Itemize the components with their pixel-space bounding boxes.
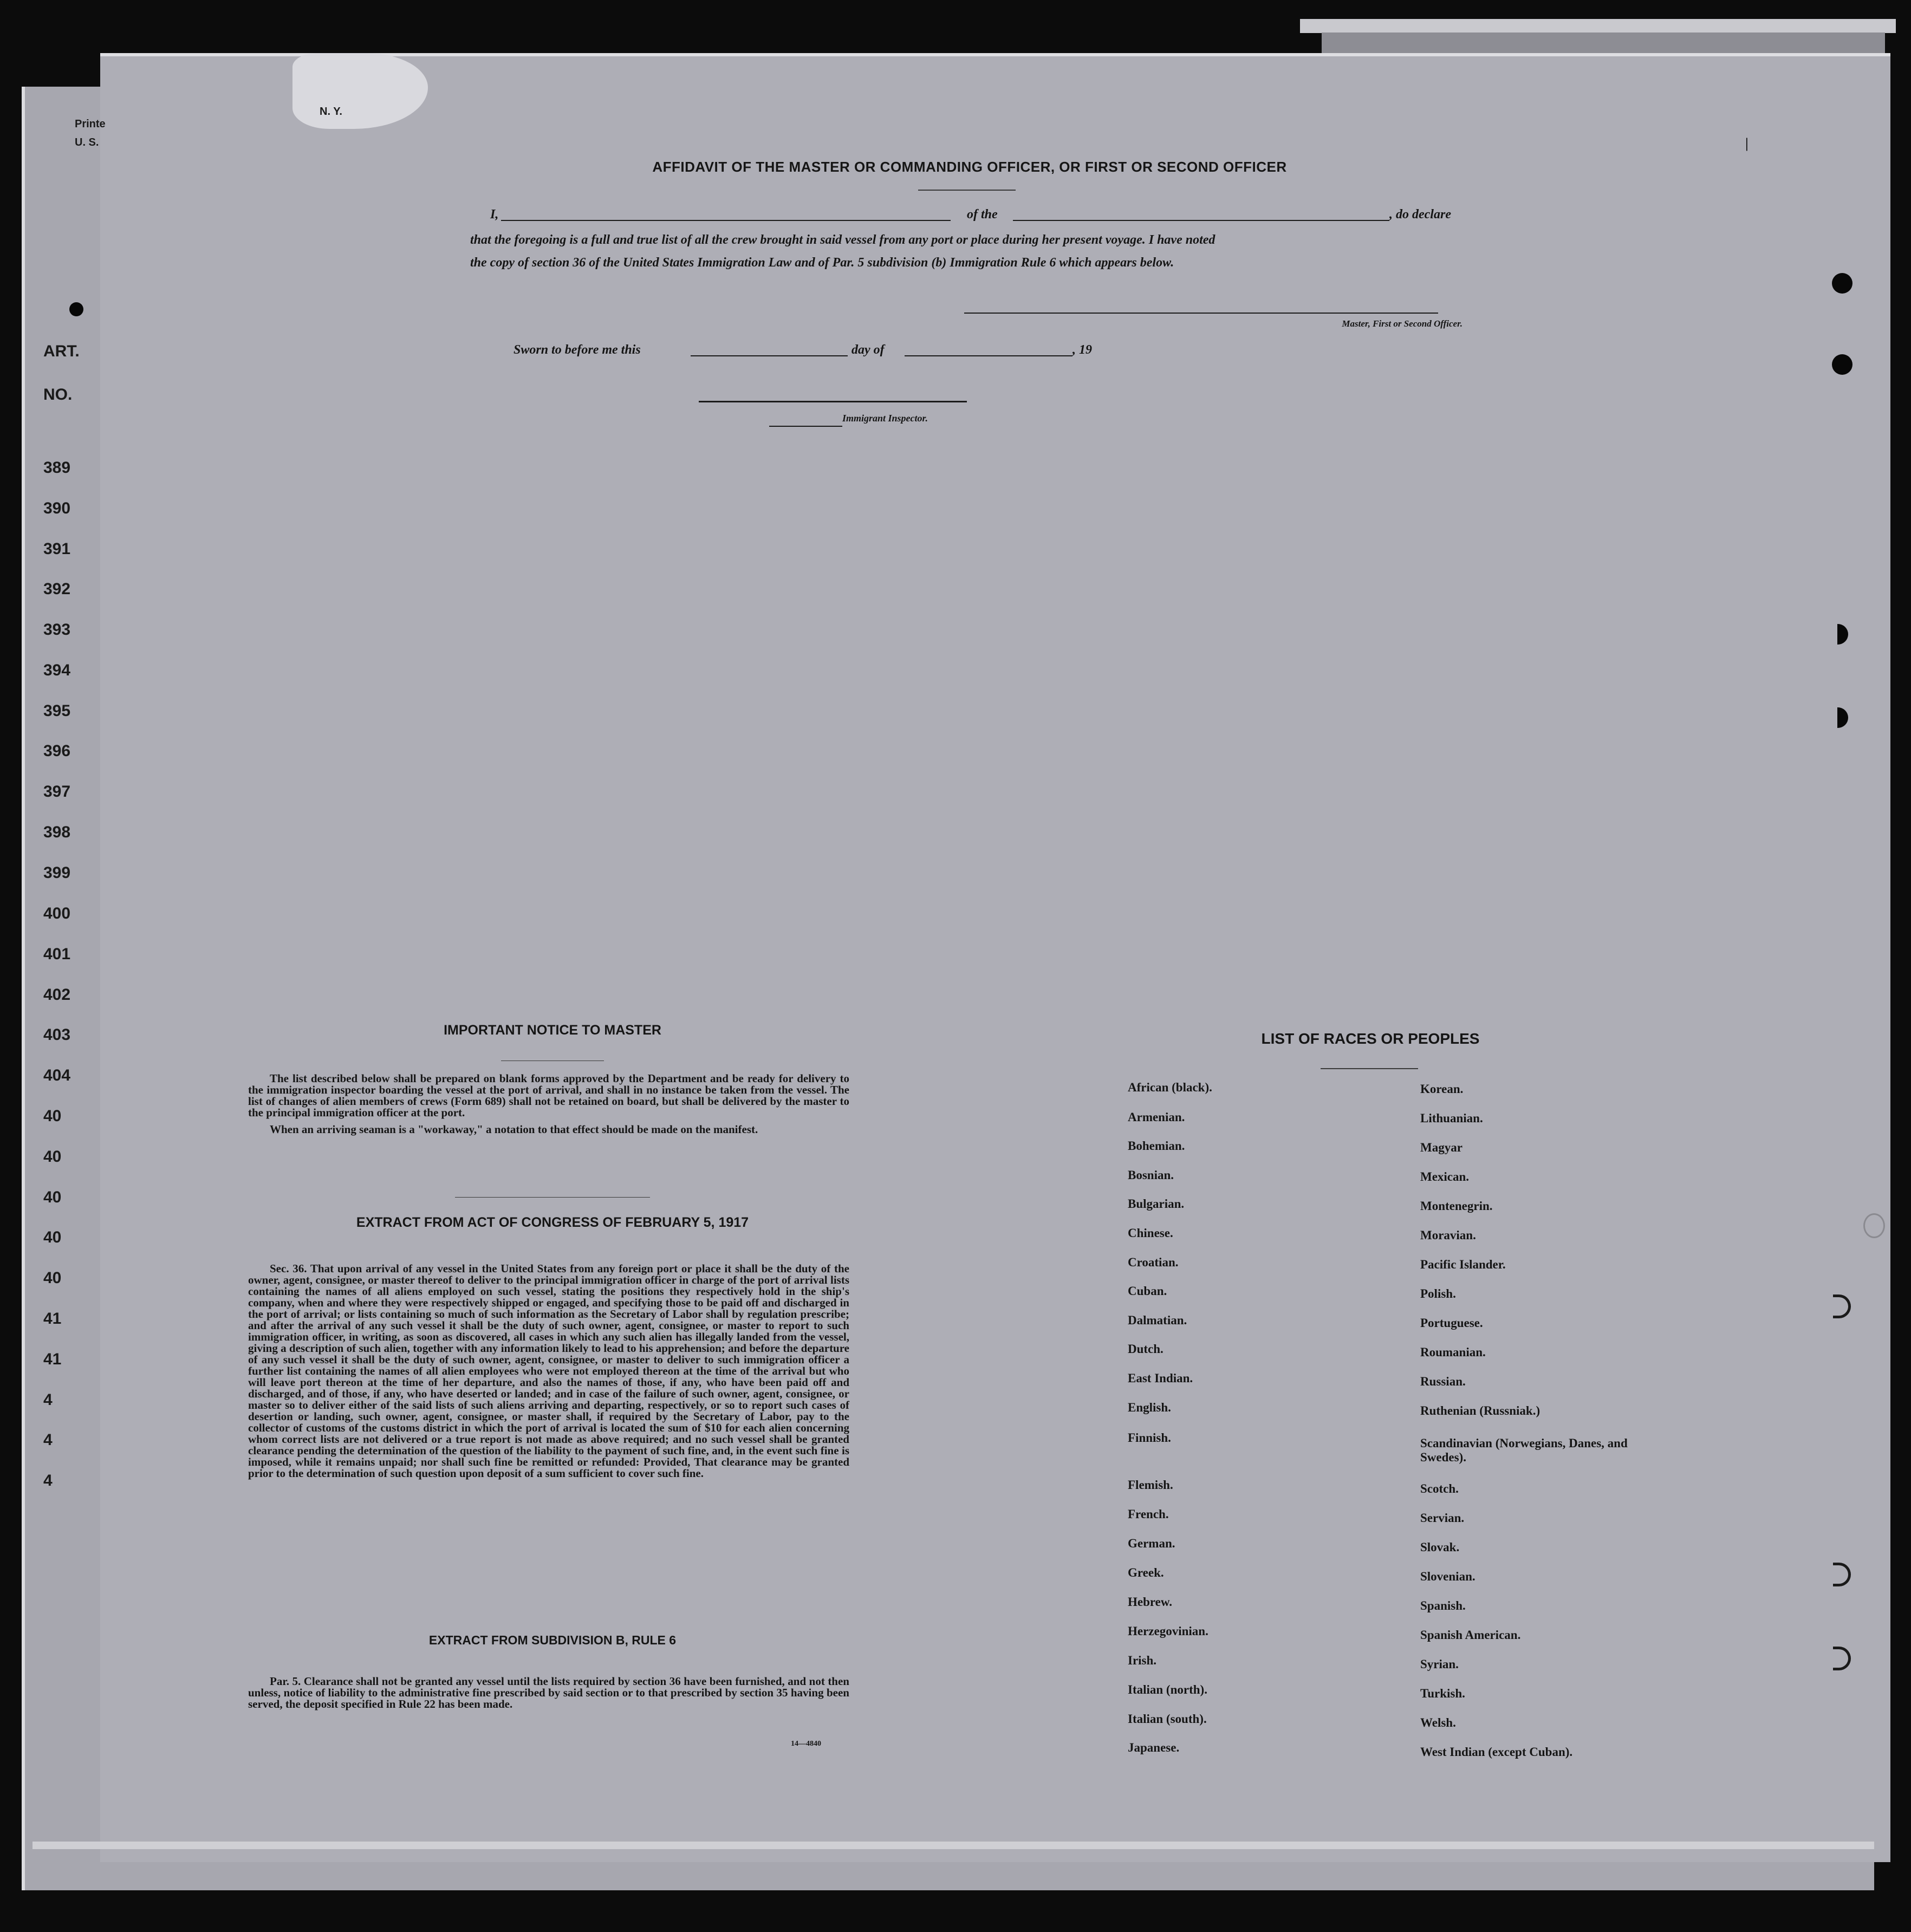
name-blank[interactable] — [501, 220, 951, 221]
signature-line[interactable] — [964, 313, 1438, 314]
line-number: 4 — [43, 1431, 53, 1449]
race-entry: Pacific Islander. — [1420, 1258, 1506, 1271]
rule-extract-text — [248, 1676, 849, 1710]
sworn-day-blank[interactable] — [691, 355, 848, 356]
line-number: 400 — [43, 905, 71, 922]
affidavit-do-declare: , do declare — [1389, 207, 1451, 222]
line-number: 393 — [43, 621, 71, 639]
inspector-signature-line[interactable] — [699, 401, 967, 402]
race-entry: Korean. — [1420, 1082, 1464, 1096]
line-number: 389 — [43, 459, 71, 477]
sworn-label: Sworn to before me this — [514, 343, 641, 357]
race-entry: Mexican. — [1420, 1170, 1470, 1183]
line-number: 40 — [43, 1107, 62, 1125]
race-entry: Slovenian. — [1420, 1570, 1476, 1583]
line-number: 395 — [43, 702, 71, 720]
no-label: NO. — [43, 386, 73, 404]
race-entry: Irish. — [1128, 1654, 1157, 1667]
race-entry: East Indian. — [1128, 1371, 1193, 1385]
binder-hole-1 — [1832, 273, 1852, 294]
affidavit-line-3: the copy of section 36 of the United States Immigration Law and of Par. 5 subdivision (b) Immigration Rule 6 which appears below. — [470, 256, 1174, 270]
line-number: 41 — [43, 1310, 62, 1328]
form-sheet — [100, 53, 1890, 1862]
line-number: 403 — [43, 1026, 71, 1044]
affidavit-i-label: I, — [490, 207, 499, 222]
line-number: 40 — [43, 1269, 62, 1287]
race-entry: Dutch. — [1128, 1342, 1164, 1356]
race-entry: German. — [1128, 1537, 1175, 1550]
line-number: 391 — [43, 540, 71, 558]
race-entry: Roumanian. — [1420, 1345, 1486, 1359]
stub-place-text: N. Y. — [320, 106, 342, 118]
line-number: 390 — [43, 499, 71, 517]
race-entry: Polish. — [1420, 1287, 1456, 1300]
binder-ring-faint — [1863, 1213, 1885, 1238]
race-entry: Flemish. — [1128, 1478, 1173, 1492]
race-entry: Croatian. — [1128, 1256, 1179, 1269]
race-entry: Ruthenian (Russniak.) — [1420, 1404, 1540, 1417]
day-of-label: day of — [851, 343, 885, 357]
line-number: 40 — [43, 1188, 62, 1206]
race-entry: Russian. — [1420, 1375, 1466, 1388]
line-number: 396 — [43, 742, 71, 760]
line-number: 40 — [43, 1148, 62, 1166]
line-number: 4 — [43, 1472, 53, 1489]
line-number: 4 — [43, 1391, 53, 1409]
race-entry: Dalmatian. — [1128, 1313, 1187, 1327]
race-entry: Portuguese. — [1420, 1316, 1483, 1330]
punch-hole-left — [69, 302, 83, 316]
affidavit-title: AFFIDAVIT OF THE MASTER OR COMMANDING OFFICER, OR FIRST OR SECOND OFFICER — [652, 159, 1287, 175]
affidavit-line-2: that the foregoing is a full and true list of all the crew brought in said vessel from any port or place during her present voyage. I have noted — [470, 233, 1216, 247]
race-entry: Finnish. — [1128, 1431, 1171, 1445]
line-number: 402 — [43, 986, 71, 1004]
notice-heading: IMPORTANT NOTICE TO MASTER — [444, 1023, 661, 1038]
race-entry: Turkish. — [1420, 1687, 1465, 1700]
back-sheet-top-edge — [1300, 19, 1896, 33]
race-entry: Spanish American. — [1420, 1628, 1521, 1642]
race-entry: Slovak. — [1420, 1540, 1460, 1554]
races-heading: LIST OF RACES OR PEOPLES — [1261, 1030, 1480, 1047]
signature-caption: Master, First or Second Officer. — [1342, 318, 1462, 329]
vessel-blank[interactable] — [1013, 220, 1389, 221]
line-number: 401 — [43, 945, 71, 963]
form-number: 14—4840 — [791, 1740, 821, 1748]
race-entry: Servian. — [1420, 1511, 1465, 1525]
race-entry: African (black). — [1128, 1081, 1212, 1094]
year-label: , 19 — [1072, 343, 1092, 357]
line-number: 404 — [43, 1066, 71, 1084]
line-number: 398 — [43, 823, 71, 841]
race-entry: Greek. — [1128, 1566, 1164, 1579]
line-number: 41 — [43, 1350, 62, 1368]
race-entry: Spanish. — [1420, 1599, 1466, 1612]
rule-paragraph-5: Par. 5. Clearance shall not be granted any vessel until the lists required by section 36 have been furnished, and not then unless, notice of liability to the administrative fine prescribed by said section or to that prescribed by section 35 having been served, the deposit specified in Rule 22 has been made. — [248, 1675, 849, 1710]
race-entry: Bulgarian. — [1128, 1197, 1185, 1211]
line-number: 399 — [43, 864, 71, 882]
act-extract-heading: EXTRACT FROM ACT OF CONGRESS OF FEBRUARY 5, 1917 — [356, 1215, 749, 1230]
inspector-caption-rule — [769, 426, 842, 427]
race-entry: Moravian. — [1420, 1228, 1476, 1242]
race-entry: Scandinavian (Norwegians, Danes, and Swedes). — [1420, 1436, 1628, 1464]
race-entry: English. — [1128, 1401, 1171, 1414]
notice-end-rule — [455, 1197, 650, 1198]
notice-text — [248, 1073, 849, 1135]
races-rule — [1321, 1068, 1418, 1069]
race-entry: French. — [1128, 1507, 1169, 1521]
race-entry: Cuban. — [1128, 1284, 1167, 1298]
line-number: 394 — [43, 661, 71, 679]
notice-paragraph-2: When an arriving seaman is a "workaway," a notation to that effect should be made on the manifest. — [270, 1123, 758, 1136]
sworn-month-blank[interactable] — [905, 355, 1072, 356]
stub-us-text: U. S. — [75, 136, 99, 148]
race-entry: Herzegovinian. — [1128, 1624, 1208, 1638]
act-section-36: Sec. 36. That upon arrival of any vessel in the United States from any foreign port or place it shall be the duty of the owner, agent, consignee, or master thereof to deliver to the principal immigration officer in charge of the port of arrival lists containing the names of all aliens employed on such vessel, stating the positions they respectively hold in the ship's company, when and where they were respectively shipped or engaged, and specifying those to be paid off and discharged in the port of arrival; or lists containing so much of such information as the Secretary of Labor shall by regulation prescribe; and after the arrival of any such vessel it shall be the duty of such owner, agent, consignee, or master to report to such immigration officer, in writing, as soon as discovered, all cases in which any such alien has illegally landed from the vessel, giving a description of such alien, together with any information likely to lead to his apprehension; and before the departure of any such vessel it shall be the duty of such owner, agent, consignee, or master to deliver to such immigration officer a further list containing the names of all alien employees who were not employed thereon at the time of the arrival but who will leave port thereon at the time of her departure, and also the names of those, if any, who have been paid off and discharged, and of those, if any, who have deserted or landed; and in case of the failure of such owner, agent, consignee, or master so to deliver either of the said lists of such aliens arriving and departing, respectively, or so to report such cases of desertion or landing, such owner, agent, consignee, or master shall, if required by the Secretary of Labor, pay to the collector of customs of the customs district in which the port of arrival is located the sum of $10 for each alien concerning whom correct lists are not delivered or a true report is not made as above required; and no such vessel shall be granted clearance pending the determination of the question of the liability to the payment of such fine, and, in the event such fine is imposed, while it remains unpaid; nor shall such fine be remitted or refunded: Provided, That clearance may be granted prior to the determination of such question upon deposit of a sum sufficient to cover such fine. — [248, 1262, 849, 1480]
race-entry: Italian (north). — [1128, 1683, 1207, 1696]
act-extract-text — [248, 1263, 849, 1479]
margin-mark: | — [1745, 135, 1748, 151]
line-number: 397 — [43, 783, 71, 801]
underlying-sheet-edge — [22, 87, 25, 1890]
bottom-edge — [32, 1842, 1874, 1849]
race-entry: Armenian. — [1128, 1110, 1185, 1124]
race-entry: Lithuanian. — [1420, 1111, 1483, 1125]
race-entry: Syrian. — [1420, 1657, 1459, 1671]
art-label: ART. — [43, 342, 80, 360]
inspector-caption: Immigrant Inspector. — [842, 413, 928, 424]
race-entry: Scotch. — [1420, 1482, 1459, 1495]
rule-extract-heading: EXTRACT FROM SUBDIVISION B, RULE 6 — [428, 1633, 677, 1647]
race-entry: Bosnian. — [1128, 1168, 1174, 1182]
race-entry: Italian (south). — [1128, 1712, 1207, 1726]
line-number: 40 — [43, 1228, 62, 1246]
race-entry: Japanese. — [1128, 1741, 1180, 1754]
stub-printer-text: Printe — [75, 118, 106, 130]
notice-paragraph-1: The list described below shall be prepared on blank forms approved by the Department and be ready for delivery to the immigration inspector boarding the vessel at the port of arrival, and shall in no instance be taken from the vessel. The list of changes of alien members of crews (Form 689) shall not be retained on board, but shall be delivered by the master to the principal immigration officer at the port. — [248, 1072, 849, 1119]
title-rule — [918, 190, 1016, 191]
sheet-shadow — [1322, 32, 1885, 54]
race-entry: Montenegrin. — [1420, 1199, 1493, 1213]
race-entry: Welsh. — [1420, 1716, 1456, 1729]
binder-hole-2 — [1832, 354, 1852, 375]
affidavit-of-the: of the — [967, 207, 998, 222]
race-entry: Chinese. — [1128, 1226, 1173, 1240]
race-entry: Magyar — [1420, 1141, 1462, 1154]
line-number: 392 — [43, 580, 71, 598]
race-entry: West Indian (except Cuban). — [1420, 1745, 1573, 1759]
race-entry: Hebrew. — [1128, 1595, 1172, 1609]
race-entry: Bohemian. — [1128, 1139, 1185, 1153]
